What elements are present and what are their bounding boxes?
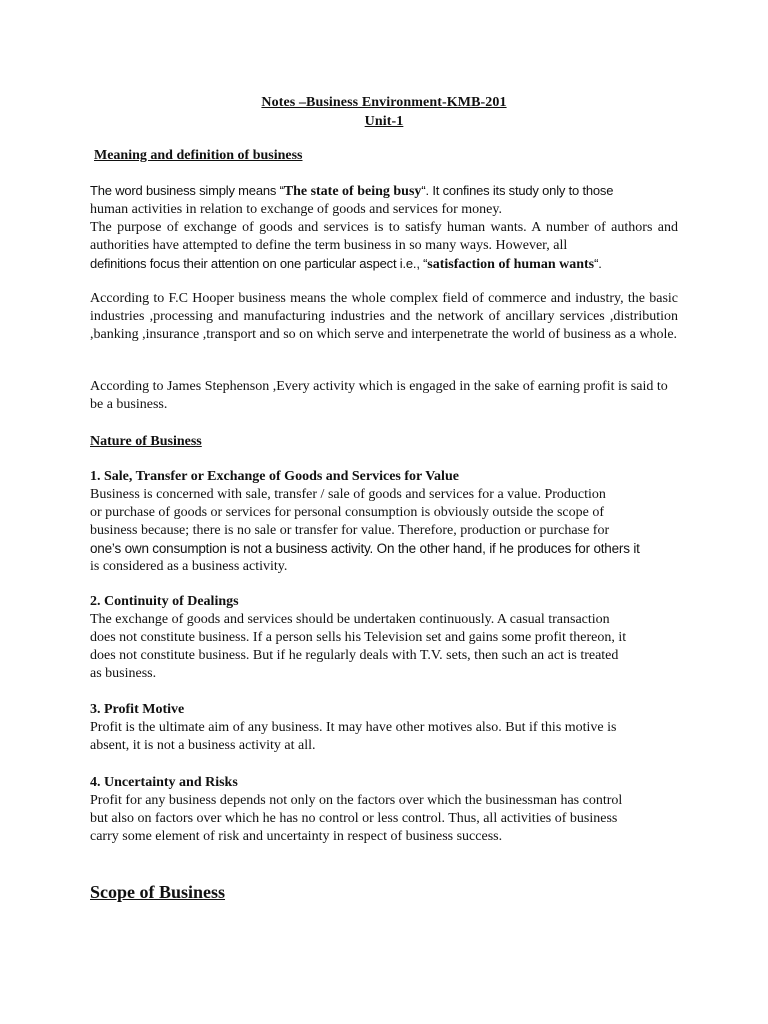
nature-item-heading-3: 3. Profit Motive <box>90 702 185 717</box>
nature-item-heading-2: 2. Continuity of Dealings <box>90 594 239 609</box>
section-heading-nature: Nature of Business <box>90 434 202 449</box>
nature-item-heading-1: 1. Sale, Transfer or Exchange of Goods and Services for Value <box>90 469 459 484</box>
nature-item-body-2: The exchange of goods and services should be undertaken continuously. A casual transaction does not constitute business. If a person sells his Television set and gains some profit thereon, it does not constitute business. But if he regularly deals with T.V. sets, then such an act is treated as business. <box>90 612 627 681</box>
section-heading-scope: Scope of Business <box>90 882 226 902</box>
emphasis-satisfaction: satisfaction of human wants <box>427 257 595 272</box>
unit-title: Unit-1 <box>364 114 404 129</box>
paragraph-meaning: The word business simply means “The state of being busy“. It confines its study only to those human activities in relation to exchange of goods and services for money. The purpose of exchange of goods and services is to satisfy human wants. A number of authors and authorities have attempted to define the term business in so many ways. However, all definitions focus their attention on one particular aspect i.e., “satisfaction of human wants“. <box>90 183 678 272</box>
section-heading-meaning: Meaning and definition of business <box>94 148 303 163</box>
paragraph-stephenson: According to James Stephenson ,Every activity which is engaged in the sake of earning profit is said to be a business. <box>90 379 668 412</box>
nature-item-body-1: Business is concerned with sale, transfer / sale of goods and services for a value. Production or purchase of goods or services for personal consumption is obviously outside the scope of business because; there is no sale or transfer for value. Therefore, production or purchase for one’s own consumption is not a business activity. On the other hand, if he produces for others it is considered as a business activity. <box>90 487 640 574</box>
document-title: Notes –Business Environment-KMB-201 <box>261 95 507 110</box>
nature-item-body-3: Profit is the ultimate aim of any business. It may have other motives also. But if this motive is absent, it is not a business activity at all. <box>90 720 617 753</box>
emphasis-state-of-being-busy: The state of being busy <box>283 184 422 199</box>
nature-item-body-4: Profit for any business depends not only on the factors over which the businessman has control but also on factors over which he has no control or less control. Thus, all activities of business carry some element of risk and uncertainty in respect of business success. <box>90 793 623 844</box>
nature-item-heading-4: 4. Uncertainty and Risks <box>90 775 238 790</box>
paragraph-hooper: According to F.C Hooper business means the whole complex field of commerce and industry, the basic industries ,processing and manufacturing industries and the network of ancillary services ,distribution ,banking ,insurance ,transport and so on which serve and interpenetrate the world of business as a whole. <box>90 291 678 342</box>
